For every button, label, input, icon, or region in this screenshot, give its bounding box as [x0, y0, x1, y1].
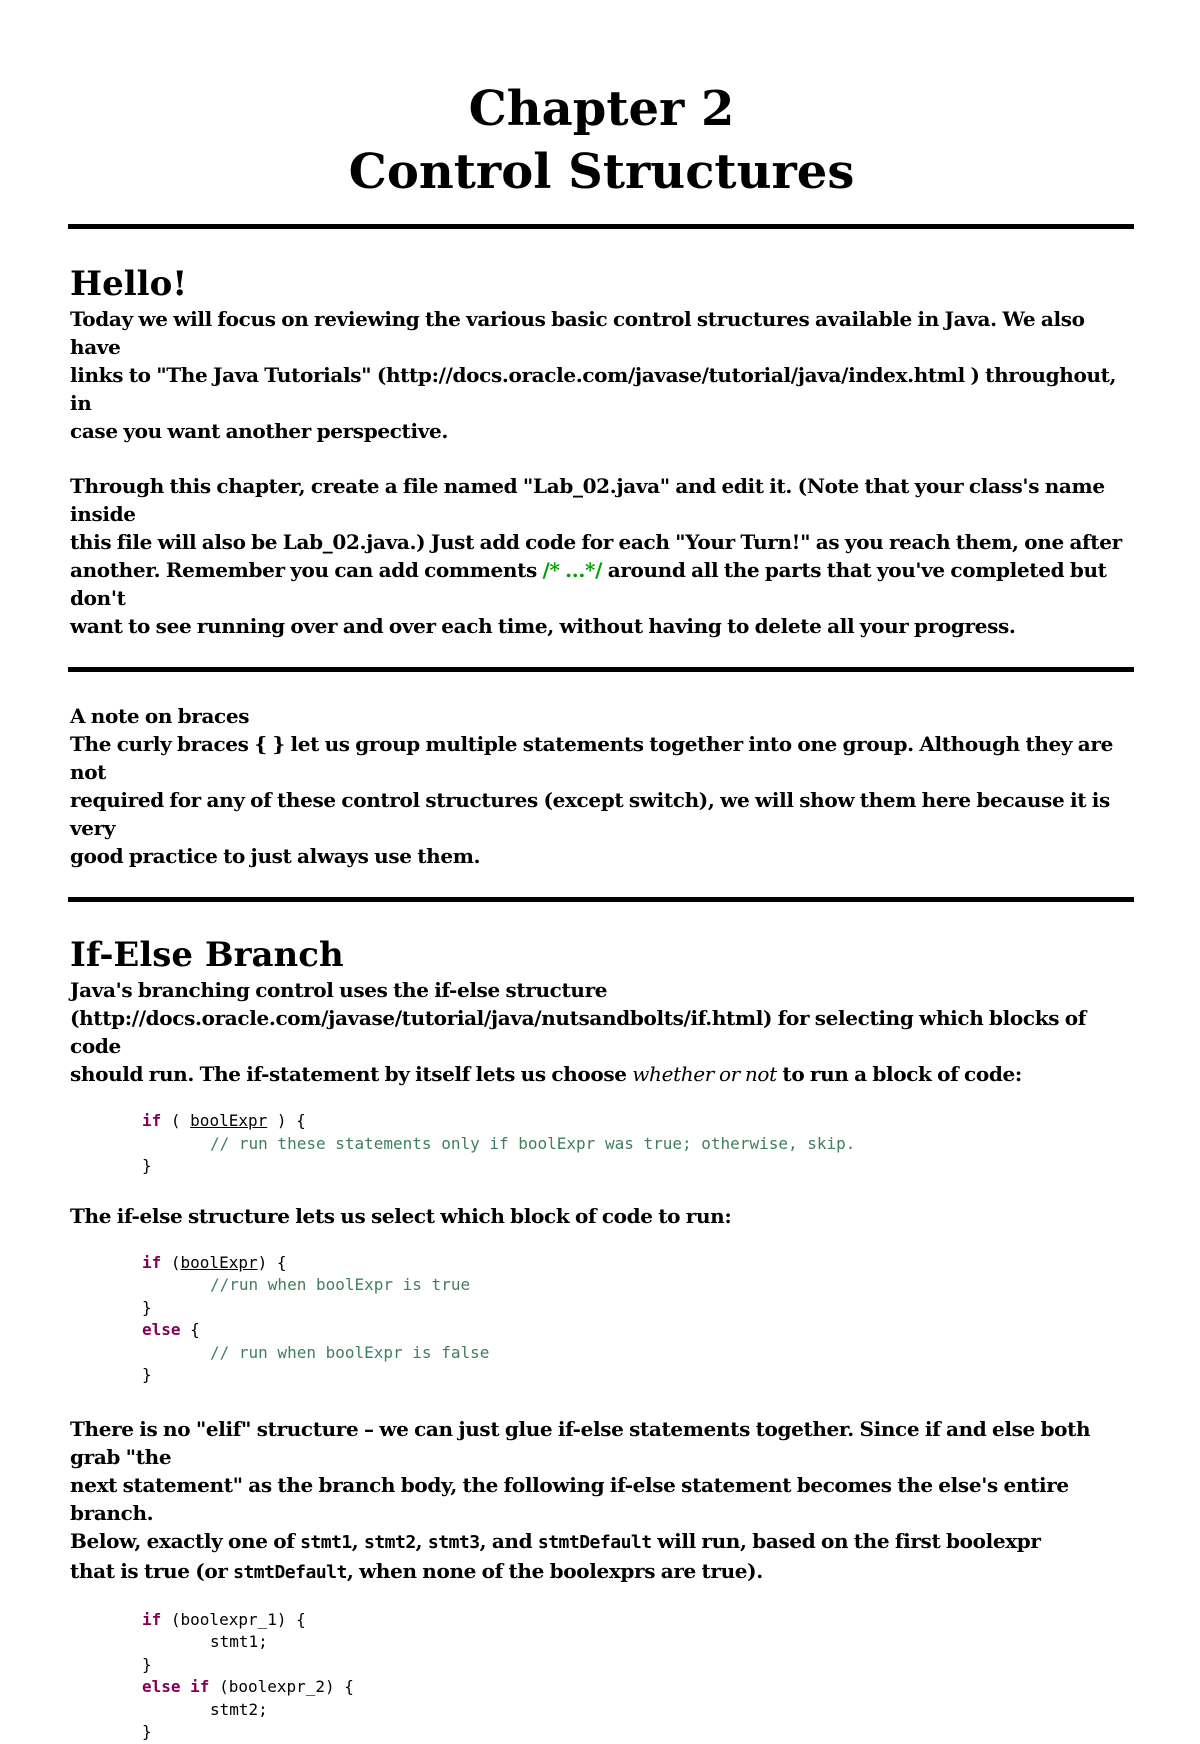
paragraph-line: next statement" as the branch body, the following if-else statement becomes the else's entire branch. — [70, 1472, 1069, 1525]
paragraph-line: want to see running over and over each time, without having to delete all your progress. — [70, 614, 1016, 638]
code-block-if: if ( boolExpr ) { // run these statements only if boolExpr was true; otherwise, skip. } — [142, 1111, 856, 1175]
hello-heading: Hello! — [70, 264, 188, 304]
paragraph-line: another. Remember you can add comments /* ...*/ around all the parts that you've completed but don't — [70, 558, 1107, 610]
paragraph-line: The curly braces { } let us group multiple statements together into one group. Although they are not — [70, 732, 1113, 784]
paragraph-line: case you want another perspective. — [70, 419, 448, 443]
chapter-title — [70, 78, 1133, 204]
section-divider — [68, 224, 1134, 229]
code-block-if-else: if (boolExpr) { //run when boolExpr is true } else { // run when boolExpr is false } — [142, 1252, 490, 1384]
section-divider — [68, 667, 1134, 672]
comment-syntax: /* ...*/ — [542, 558, 603, 582]
paragraph-line: The if-else structure lets us select which block of code to run: — [70, 1203, 732, 1228]
code-block-else-if: if (boolexpr_1) { stmt1; } else if (boolexpr_2) { stmt2; } — [142, 1609, 354, 1741]
chapter-number: Chapter 2 — [468, 81, 735, 137]
paragraph-line: Today we will focus on reviewing the various basic control structures available in Java. We also have — [70, 307, 1085, 359]
paragraph-line: required for any of these control structures (except switch), we will show them here because it is very — [70, 788, 1110, 840]
paragraph-line: (http://docs.oracle.com/javase/tutorial/java/nutsandbolts/if.html) for selecting which blocks of code — [70, 1006, 1086, 1058]
if-else-section — [70, 934, 1133, 1744]
paragraph-line: that is true (or stmtDefault, when none of the boolexprs are true). — [70, 1558, 763, 1583]
braces-section — [70, 702, 1133, 870]
paragraph-line: should run. The if-statement by itself lets us choose whether or not to run a block of code: — [70, 1062, 1022, 1086]
paragraph-line: Through this chapter, create a file named "Lab_02.java" and edit it. (Note that your class's name inside — [70, 474, 1105, 526]
chapter-name: Control Structures — [348, 144, 855, 200]
paragraph-line: There is no "elif" structure – we can just glue if-else statements together. Since if and else both grab "the — [70, 1416, 1091, 1469]
paragraph-line: links to "The Java Tutorials" (http://docs.oracle.com/javase/tutorial/java/index.html ) throughout, in — [70, 363, 1117, 415]
emphasis: whether or not — [632, 1062, 777, 1086]
paragraph-line: this file will also be Lab_02.java.) Just add code for each "Your Turn!" as you reach them, one after — [70, 530, 1122, 554]
if-else-heading: If-Else Branch — [70, 935, 344, 975]
paragraph-line: Below, exactly one of stmt1, stmt2, stmt3, and stmtDefault will run, based on the first boolexpr — [70, 1528, 1041, 1553]
paragraph-line: Java's branching control uses the if-else structure — [70, 978, 608, 1002]
section-divider — [68, 897, 1134, 902]
braces-heading: A note on braces — [70, 704, 250, 728]
paragraph-line: good practice to just always use them. — [70, 844, 481, 868]
hello-section — [70, 263, 1133, 640]
